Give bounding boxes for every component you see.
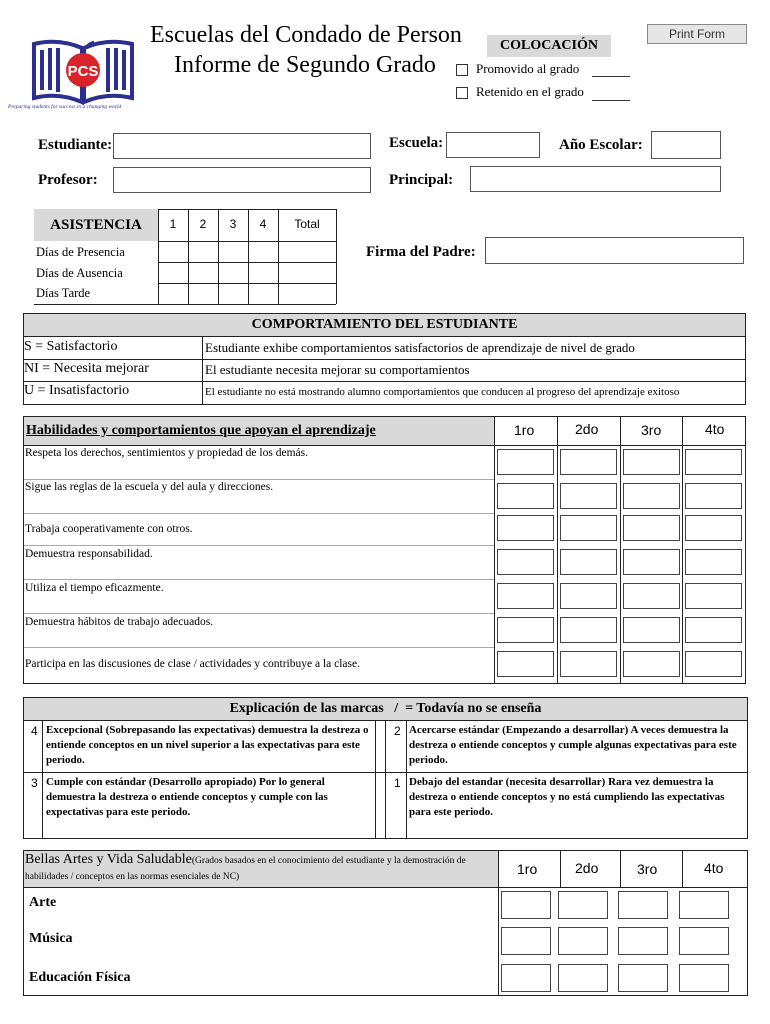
teacher-field[interactable] [113, 167, 371, 193]
arts-grade-input[interactable] [618, 891, 668, 919]
skill-item: Trabaja cooperativamente con otros. [25, 523, 193, 535]
behavior-heading: COMPORTAMIENTO DEL ESTUDIANTE [24, 314, 745, 336]
skill-item: Respeta los derechos, sentimientos y propiedad de los demás. [25, 447, 308, 459]
skill-grade-input[interactable] [560, 483, 617, 509]
principal-field[interactable] [470, 166, 721, 192]
skill-item: Participa en las discusiones de clase / actividades y contribuye a la clase. [25, 658, 360, 670]
arts-grade-input[interactable] [558, 964, 608, 992]
placement-heading: COLOCACIÓN [487, 35, 611, 57]
student-field[interactable] [113, 133, 371, 159]
skills-quarter-1: 1ro [514, 422, 535, 438]
parent-signature-field[interactable] [485, 237, 744, 264]
skills-quarter-2: 2do [575, 421, 599, 437]
attendance-col-total: Total [294, 217, 320, 231]
report-title: Escuelas del Condado de Person [150, 22, 462, 48]
mark-num-4: 4 [31, 724, 38, 738]
behavior-code-ni: NI = Necesita mejorar [24, 361, 149, 376]
skill-grade-input[interactable] [497, 617, 554, 643]
mark-desc-1: Debajo del estandar (necesita desarrollar) Rara vez demuestra la destreza o entiende conceptos y no está cumpliendo las expectativas para este periodo. [409, 776, 725, 818]
print-form-button[interactable]: Print Form [647, 24, 747, 44]
skill-grade-input[interactable] [560, 549, 617, 575]
arts-quarter-4: 4to [704, 860, 724, 876]
skill-grade-input[interactable] [623, 549, 680, 575]
skill-grade-input[interactable] [497, 583, 554, 609]
promoted-grade-field[interactable] [592, 76, 630, 77]
skill-grade-input[interactable] [623, 651, 680, 677]
parent-signature-label: Firma del Padre: [366, 244, 476, 260]
behavior-desc-ni: El estudiante necesita mejorar su comportamientos [205, 362, 470, 377]
student-label: Estudiante: [38, 137, 113, 153]
logo-tagline: Preparing students for success in a changing world [8, 104, 122, 110]
school-field[interactable] [446, 132, 540, 158]
marks-legend [23, 697, 748, 839]
behavior-code-s: S = Satisfactorio [24, 339, 118, 354]
promoted-label: Promovido al grado [476, 61, 580, 76]
arts-subject-art: Arte [29, 895, 57, 910]
teacher-label: Profesor: [38, 172, 98, 188]
skill-grade-input[interactable] [560, 449, 617, 475]
skill-grade-input[interactable] [685, 549, 742, 575]
school-label: Escuela: [389, 135, 444, 151]
skill-item: Demuestra responsabilidad. [25, 548, 153, 560]
skill-grade-input[interactable] [685, 483, 742, 509]
arts-grade-input[interactable] [618, 964, 668, 992]
mark-num-2: 2 [394, 724, 401, 738]
arts-grade-input[interactable] [501, 964, 551, 992]
skill-item: Demuestra hábitos de trabajo adecuados. [25, 616, 214, 628]
arts-subject-pe: Educación Física [29, 970, 131, 985]
mark-desc-2: Acercarse estándar (Empezando a desarrollar) A veces demuestra la destreza o entiende conceptos y cumple algunas expectativas para este periodo. [409, 724, 737, 766]
arts-grade-input[interactable] [558, 927, 608, 955]
skill-grade-input[interactable] [685, 449, 742, 475]
skill-grade-input[interactable] [685, 651, 742, 677]
skill-grade-input[interactable] [560, 515, 617, 541]
skill-grade-input[interactable] [560, 651, 617, 677]
skill-grade-input[interactable] [685, 515, 742, 541]
mark-desc-3: Cumple con estándar (Desarrollo apropiado) Por lo general demuestra la destreza o entiende conceptos y cumple con las expectativas para este periodo. [46, 776, 328, 818]
skill-grade-input[interactable] [685, 617, 742, 643]
skill-grade-input[interactable] [497, 651, 554, 677]
svg-text:PCS: PCS [67, 63, 99, 80]
attendance-col-1: 1 [169, 217, 177, 231]
school-logo [28, 26, 138, 116]
skills-quarter-3: 3ro [641, 422, 662, 438]
behavior-desc-u: El estudiante no está mostrando alumno comportamientos que conducen al progreso del aprendizaje exitoso [205, 386, 680, 398]
attendance-table [34, 209, 336, 305]
retained-label: Retenido en el grado [476, 84, 584, 99]
skill-grade-input[interactable] [623, 515, 680, 541]
retained-grade-field[interactable] [592, 100, 630, 101]
behavior-code-u: U = Insatisfactorio [24, 383, 130, 398]
arts-section [23, 850, 748, 996]
mark-num-3: 3 [31, 776, 38, 790]
skills-section [23, 416, 746, 684]
behavior-desc-s: Estudiante exhibe comportamientos satisfactorios de aprendizaje de nivel de grado [205, 340, 635, 355]
school-year-label: Año Escolar: [559, 137, 643, 153]
arts-heading: Bellas Artes y Vida Saludable [25, 852, 192, 867]
arts-grade-input[interactable] [679, 891, 729, 919]
skill-grade-input[interactable] [623, 617, 680, 643]
skill-grade-input[interactable] [623, 449, 680, 475]
arts-quarter-2: 2do [575, 860, 599, 876]
promoted-checkbox[interactable] [456, 64, 468, 76]
attendance-row-tardy: Días Tarde [36, 286, 91, 300]
attendance-col-4: 4 [259, 217, 267, 231]
mark-desc-4: Excepcional (Sobrepasando las expectativas) demuestra la destreza o entiende conceptos en un nivel superior a las expectativas para este periodo. [46, 724, 369, 766]
behavior-table [23, 313, 746, 405]
arts-grade-input[interactable] [618, 927, 668, 955]
attendance-row-present: Días de Presencia [36, 245, 125, 259]
principal-label: Principal: [389, 172, 454, 188]
attendance-row-absent: Días de Ausencia [36, 266, 123, 280]
arts-grade-input[interactable] [679, 927, 729, 955]
skill-grade-input[interactable] [497, 549, 554, 575]
arts-quarter-1: 1ro [517, 861, 538, 877]
skill-item: Sigue las reglas de la escuela y del aula y direcciones. [25, 481, 274, 493]
arts-grade-input[interactable] [558, 891, 608, 919]
mark-num-1: 1 [394, 776, 401, 790]
skill-grade-input[interactable] [497, 483, 554, 509]
skill-grade-input[interactable] [560, 583, 617, 609]
school-year-field[interactable] [651, 131, 721, 159]
report-subtitle: Informe de Segundo Grado [174, 52, 436, 78]
marks-heading: Explicación de las marcas / = Todavía no se enseña [24, 698, 747, 720]
skill-grade-input[interactable] [560, 617, 617, 643]
attendance-heading: ASISTENCIA [34, 209, 158, 241]
arts-note: (Grados basados en el conocimiento del estudiante y la demostración de habilidades / conceptos en las normas esenciales de NC) [25, 856, 466, 882]
arts-grade-input[interactable] [679, 964, 729, 992]
skill-grade-input[interactable] [497, 449, 554, 475]
skills-quarter-4: 4to [705, 421, 725, 437]
skill-grade-input[interactable] [497, 515, 554, 541]
arts-grade-input[interactable] [501, 927, 551, 955]
arts-heading-block [25, 852, 497, 884]
attendance-col-2: 2 [199, 217, 207, 231]
skill-grade-input[interactable] [623, 583, 680, 609]
attendance-col-3: 3 [229, 217, 237, 231]
skill-grade-input[interactable] [685, 583, 742, 609]
retained-checkbox[interactable] [456, 87, 468, 99]
skill-grade-input[interactable] [623, 483, 680, 509]
arts-subject-music: Música [29, 931, 73, 946]
skills-heading: Habilidades y comportamientos que apoyan el aprendizaje [26, 423, 376, 438]
arts-quarter-3: 3ro [637, 861, 658, 877]
arts-grade-input[interactable] [501, 891, 551, 919]
skill-item: Utiliza el tiempo eficazmente. [25, 582, 164, 594]
